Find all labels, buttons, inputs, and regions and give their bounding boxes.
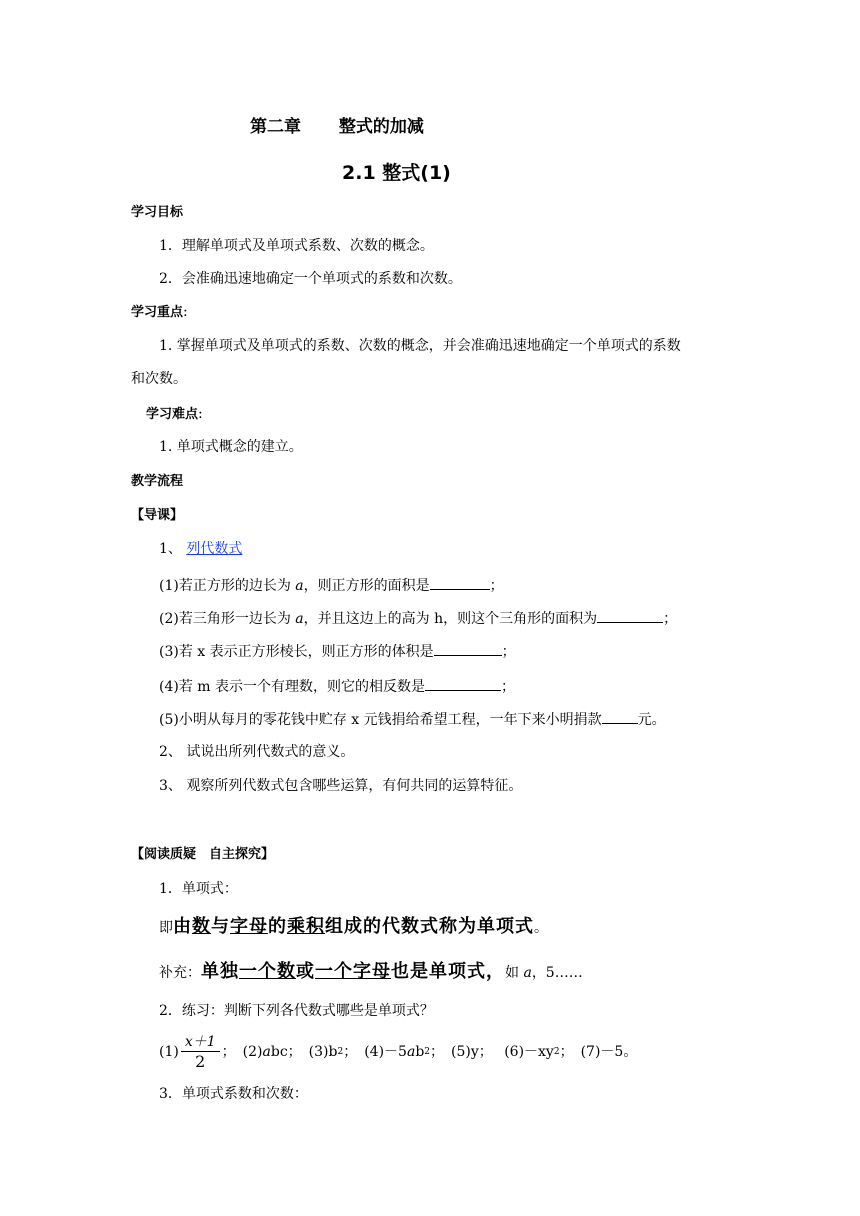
- exercise-1-label: (1): [159, 1044, 179, 1060]
- fraction-numerator: x＋1: [181, 1033, 220, 1052]
- focus-item-line-1: 1. 掌握单项式及单项式的系数、次数的概念，并会准确迅速地确定一个单项式的系数: [159, 338, 681, 354]
- question-1-text: (1)若正方形的边长为: [159, 578, 296, 594]
- reading-heading: 【阅读质疑 自主探究】: [131, 847, 275, 862]
- focus-colon: :: [183, 304, 188, 320]
- definition-prefix: 即: [159, 920, 173, 936]
- question-1-var: a: [295, 578, 304, 594]
- answer-blank-4[interactable]: [425, 677, 501, 691]
- focus-heading-line: [131, 303, 188, 322]
- exponent-1: 2: [337, 1047, 344, 1057]
- question-2-var: a: [295, 611, 304, 627]
- answer-blank-5[interactable]: [602, 710, 638, 724]
- question-5: [159, 710, 666, 729]
- question-3: [159, 642, 516, 661]
- supplement-one-number: 一个数: [239, 961, 296, 982]
- intro-item-1-number: 1、: [159, 541, 182, 557]
- difficulty-heading-line: [146, 405, 203, 424]
- fraction-denominator: 2: [195, 1051, 206, 1071]
- supplement-line: [159, 961, 583, 984]
- supplement-text-2: 或: [296, 961, 315, 982]
- exercise-text-5: ； (5)y； (6)－xy: [430, 1044, 554, 1060]
- focus-heading: 学习重点: [131, 305, 184, 320]
- definition-text-3: 的: [268, 916, 287, 937]
- question-1-text-b: ，则正方形的面积是: [303, 578, 430, 594]
- section-title: 2.1 整式(1): [342, 162, 451, 184]
- supplement-text-3: 也是单项式，: [391, 961, 505, 982]
- exercise-var-a: a: [262, 1044, 271, 1060]
- exercise-text-6: ； (7)－5。: [559, 1044, 638, 1060]
- answer-blank-2[interactable]: [597, 609, 663, 623]
- question-4-text: (4)若 m 表示一个有理数，则它的相反数是: [159, 679, 426, 695]
- supplement-example-var: a: [523, 965, 532, 981]
- difficulty-item: 1. 单项式概念的建立。: [159, 439, 303, 455]
- definition-letter: 字母: [230, 916, 268, 937]
- intro-item-2: 2、 试说出所列代数式的意义。: [159, 744, 355, 760]
- chapter-heading: [250, 118, 424, 136]
- definition-end: 。: [534, 920, 548, 936]
- question-5-text: (5)小明从每月的零花钱中贮存 x 元钱捐给希望工程，一年下来小明捐款: [159, 712, 602, 728]
- exercise-text-1: ； (2): [221, 1044, 263, 1060]
- reading-item-1: 1．单项式：: [159, 881, 238, 897]
- focus-item-line-2: 和次数。: [131, 371, 187, 387]
- flow-heading: 教学流程: [131, 474, 184, 489]
- question-2-end: ；: [663, 611, 678, 627]
- definition-number: 数: [192, 916, 211, 937]
- chapter-topic: 整式的加减: [338, 117, 424, 137]
- definition-text-1: 由: [173, 916, 192, 937]
- supplement-example-prefix: 如: [505, 965, 524, 981]
- exercise-1-fraction: [181, 1033, 220, 1072]
- chapter-number: 第二章: [250, 117, 301, 137]
- supplement-one-letter: 一个字母: [315, 961, 391, 982]
- exercise-var-a-2: a: [406, 1044, 416, 1060]
- intro-heading: 【导课】: [131, 508, 184, 523]
- question-1-end: ；: [489, 578, 504, 594]
- supplement-example-rest: ，5……: [531, 965, 583, 981]
- difficulty-colon: :: [198, 406, 203, 422]
- definition-text-4: 组成的代数式称为单项式: [325, 916, 534, 937]
- question-1: [159, 576, 504, 595]
- question-4-end: ；: [501, 679, 516, 695]
- list-algebraic-expressions-link[interactable]: 列代数式: [186, 541, 243, 557]
- goals-heading: 学习目标: [131, 205, 184, 220]
- question-2-text: (2)若三角形一边长为: [159, 611, 296, 627]
- intro-item-3: 3、 观察所列代数式包含哪些运算，有何共同的运算特征。: [159, 778, 523, 794]
- reading-item-3: 3．单项式系数和次数：: [159, 1086, 308, 1102]
- supplement-prefix: 补充：: [159, 965, 201, 981]
- definition-product: 乘积: [287, 916, 325, 937]
- answer-blank-1[interactable]: [430, 576, 490, 590]
- difficulty-heading: 学习难点: [146, 407, 199, 422]
- monomial-definition: [159, 916, 548, 939]
- intro-item-1: [159, 540, 242, 558]
- question-4: [159, 677, 515, 696]
- goal-item-1: 1．理解单项式及单项式系数、次数的概念。: [159, 238, 434, 254]
- definition-text-2: 与: [211, 916, 230, 937]
- exercise-list: [159, 1030, 637, 1074]
- question-5-end: 元。: [637, 712, 666, 728]
- reading-item-2: 2．练习：判断下列各代数式哪些是单项式？: [159, 1003, 434, 1019]
- exponent-2: 2: [424, 1047, 431, 1057]
- exercise-text-2: bc； (3)b: [270, 1044, 338, 1060]
- exercise-text-3: ； (4)－5: [343, 1044, 407, 1060]
- exponent-3: 2: [553, 1047, 560, 1057]
- question-2: [159, 609, 677, 628]
- question-3-text: (3)若 x 表示正方形棱长，则正方形的体积是: [159, 644, 434, 660]
- answer-blank-3[interactable]: [434, 642, 502, 656]
- question-3-end: ；: [501, 644, 516, 660]
- supplement-text-1: 单独: [201, 961, 239, 982]
- question-2-text-b: ，并且这边上的高为 h，则这个三角形的面积为: [303, 611, 598, 627]
- exercise-text-4: b: [415, 1044, 425, 1060]
- goal-item-2: 2．会准确迅速地确定一个单项式的系数和次数。: [159, 271, 462, 287]
